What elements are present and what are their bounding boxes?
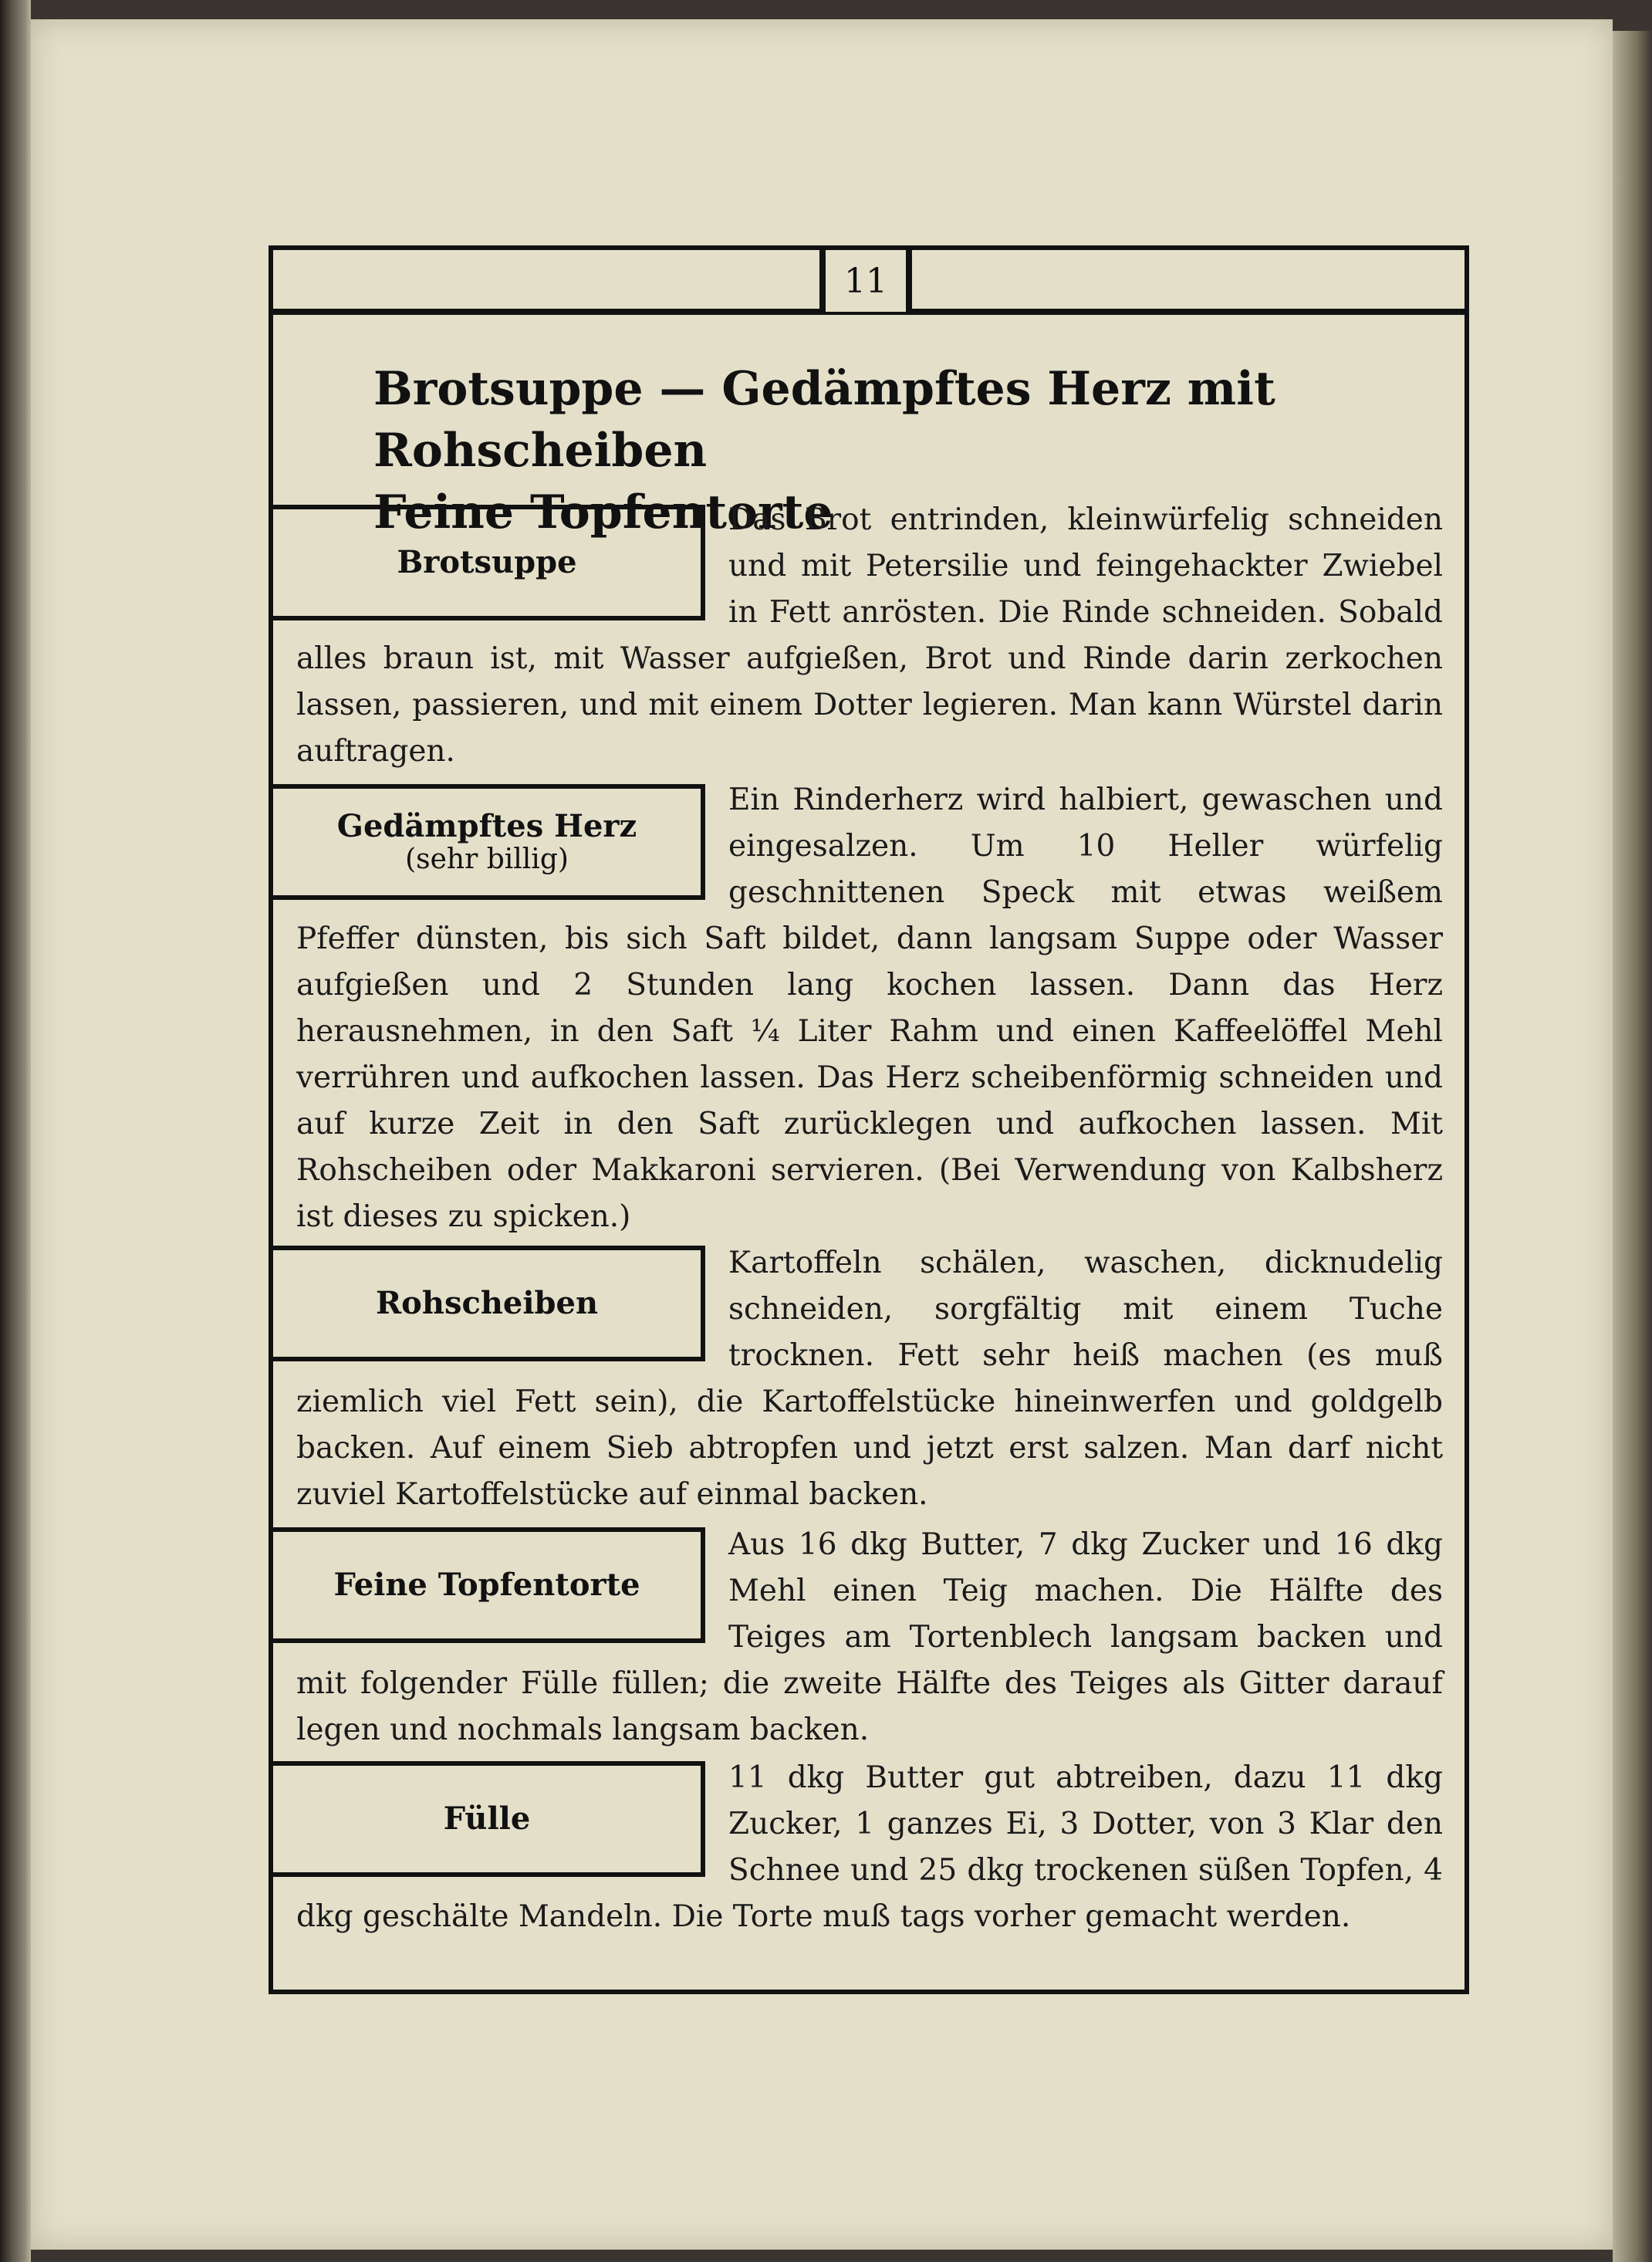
page-number: 11 <box>819 250 912 312</box>
section-text-brotsuppe <box>296 497 1443 775</box>
section-label-text: Brotsuppe <box>397 544 577 580</box>
section-body: Aus 16 dkg Butter, 7 dkg Zucker und 16 dkg Mehl einen Teig machen. Die Hälfte des Teiges am Tortenblech langsam backen und mit folgender Fülle füllen; die zweite Hälfte des Teiges als Gitter darauf legen und nochmals langsam backen. <box>296 1527 1443 1747</box>
page-edge <box>1613 31 1652 2262</box>
page-frame <box>269 245 1469 1994</box>
section-label-text: Fülle <box>443 1800 531 1837</box>
book-spine-shadow <box>0 0 31 2262</box>
title-line-2: Feine Topfentorte <box>373 485 833 539</box>
section-body: Ein Rinderherz wird halbiert, gewaschen und eingesalzen. Um 10 Heller würfelig geschnittenen Speck mit etwas weißem Pfeffer dünsten, bis sich Saft bildet, dann langsam Suppe oder Wasser aufgießen und 2 Stunden lang kochen lassen. Dann das Herz herausnehmen, in den Saft ¼ Liter Rahm und einen Kaffeelöffel Mehl verrühren und aufkochen lassen. Das Herz scheibenförmig schneiden und auf kurze Zeit in den Saft zurücklegen und aufkochen lassen. Mit Rohscheiben oder Makkaroni servieren. (Bei Verwendung von Kalbsherz ist dieses zu spicken.) <box>296 783 1443 1234</box>
section-label-text: Rohscheiben <box>375 1285 599 1321</box>
section-sublabel: (sehr billig) <box>405 844 569 875</box>
section-label-text: Gedämpftes Herz <box>336 808 637 844</box>
section-label-text: Feine Topfentorte <box>333 1567 640 1603</box>
section-body: 11 dkg Butter gut abtreiben, dazu 11 dkg Zucker, 1 ganzes Ei, 3 Dotter, von 3 Klar den Schnee und 25 dkg trockenen süßen Topfen, 4 dkg geschälte Mandeln. Die Torte muß tags vorher gemacht werden. <box>296 1760 1443 1934</box>
title-line-1: Brotsuppe — Gedämpftes Herz mit Rohscheiben <box>373 362 1275 478</box>
section-text-rohscheiben <box>296 1240 1443 1518</box>
section-text-topfentorte <box>296 1522 1443 1753</box>
section-body: Kartoffeln schälen, waschen, dicknudelig schneiden, sorgfältig mit einem Tuche trocknen. Fett sehr heiß machen (es muß ziemlich viel Fett sein), die Kartoffelstücke hineinwerfen und goldgelb backen. Auf einem Sieb abtropfen und jetzt erst salzen. Man darf nicht zuviel Kartoffelstücke auf einmal backen. <box>296 1246 1443 1512</box>
section-text-fuelle <box>296 1755 1443 1940</box>
section-body: Das Brot entrinden, kleinwürfelig schneiden und mit Petersilie und feingehackter Zwiebel in Fett anrösten. Die Rinde schneiden. Sobald alles braun ist, mit Wasser aufgießen, Brot und Rinde darin zerkochen lassen, passieren, und mit einem Dotter legieren. Man kann Würstel darin auftragen. <box>296 502 1443 769</box>
section-text-herz <box>296 777 1443 1240</box>
